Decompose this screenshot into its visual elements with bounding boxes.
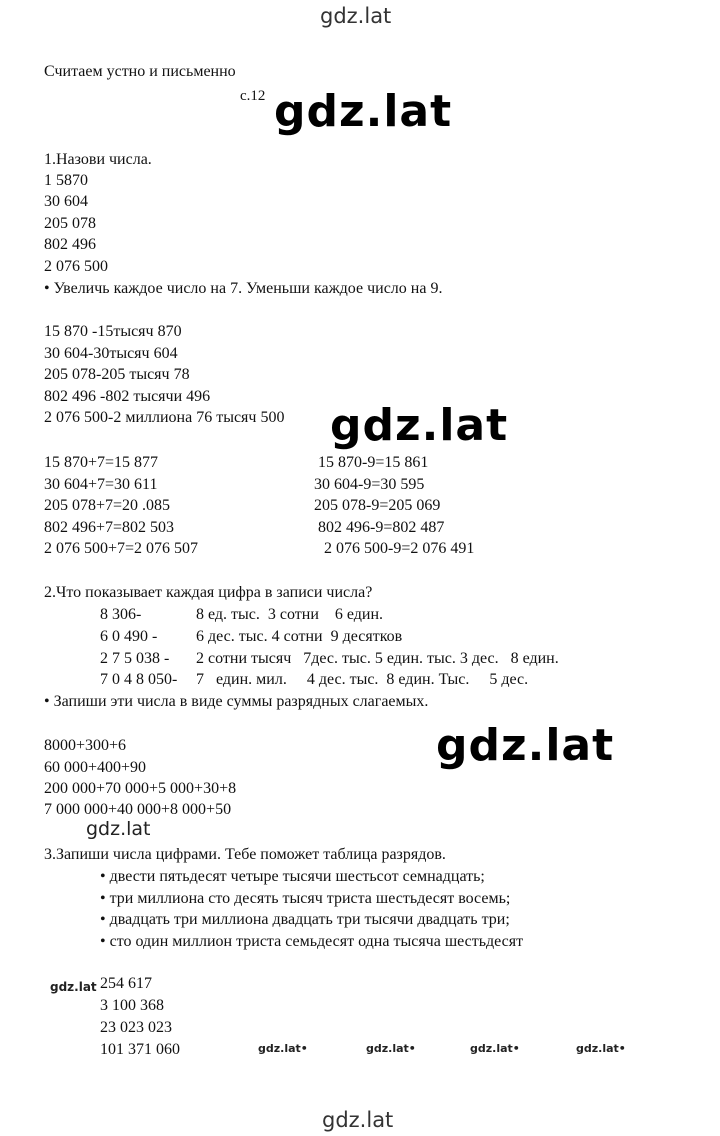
watermark-small-4: gdz.lat•	[576, 1042, 626, 1055]
task1-name: 205 078-205 тысяч 78	[44, 366, 190, 383]
task2-number: 2 7 5 038 -	[100, 650, 170, 667]
task1-number: 802 496	[44, 236, 96, 253]
watermark-small-2: gdz.lat•	[366, 1042, 416, 1055]
task3-answer: 101 371 060	[100, 1041, 180, 1058]
task2-number: 7 0 4 8 050-	[100, 671, 178, 688]
task1-name: 15 870 -15тысяч 870	[44, 323, 182, 340]
task1-number: 2 076 500	[44, 258, 108, 275]
task1-heading: 1.Назови числа.	[44, 151, 152, 168]
task2-sum: 60 000+400+90	[44, 759, 147, 776]
task1-instruction: • Увеличь каждое число на 7. Уменьши каждое число на 9.	[44, 280, 443, 297]
task2-description: 8 ед. тыс. 3 сотни 6 един.	[196, 606, 384, 623]
task2-sum: 7 000 000+40 000+8 000+50	[44, 801, 232, 818]
task1-minus: 2 076 500-9=2 076 491	[324, 540, 475, 557]
task1-minus: 802 496-9=802 487	[318, 519, 445, 536]
task3-heading: 3.Запиши числа цифрами. Тебе поможет таблица разрядов.	[44, 846, 446, 863]
task1-minus: 205 078-9=205 069	[314, 497, 441, 514]
task2-sum: 200 000+70 000+5 000+30+8	[44, 780, 237, 797]
task1-number: 1 5870	[44, 172, 88, 189]
task1-name: 30 604-30тысяч 604	[44, 345, 178, 362]
task1-name: 2 076 500-2 миллиона 76 тысяч 500	[44, 409, 285, 426]
task2-description: 7 един. мил. 4 дес. тыс. 8 един. Тыс. 5 дес.	[196, 671, 529, 688]
watermark-small-3: gdz.lat•	[470, 1042, 520, 1055]
watermark-mid: gdz.lat	[86, 818, 151, 840]
task3-answer: 254 617	[100, 975, 152, 992]
task2-sum: 8000+300+6	[44, 737, 127, 754]
task1-plus: 205 078+7=20 .085	[44, 497, 171, 514]
watermark-small-1: gdz.lat•	[258, 1042, 308, 1055]
task3-answer: 3 100 368	[100, 997, 164, 1014]
task2-instruction: • Запиши эти числа в виде суммы разрядных слагаемых.	[44, 693, 429, 710]
task1-minus: 15 870-9=15 861	[318, 454, 429, 471]
task2-number: 8 306-	[100, 606, 142, 623]
watermark-bottom: gdz.lat	[322, 1108, 394, 1132]
task3-item: • сто один миллион триста семьдесят одна тысяча шестьдесят	[100, 933, 524, 950]
task1-minus: 30 604-9=30 595	[314, 476, 425, 493]
task3-item: • двести пятьдесят четыре тысячи шестьсот семнадцать;	[100, 868, 485, 885]
task1-number: 205 078	[44, 215, 96, 232]
task2-number: 6 0 490 -	[100, 628, 158, 645]
document-title: Считаем устно и письменно	[44, 63, 236, 80]
task2-description: 2 сотни тысяч 7дес. тыс. 5 един. тыс. 3 дес. 8 един.	[196, 650, 559, 667]
watermark-left-small: gdz.lat	[50, 980, 97, 994]
page-number: с.12	[240, 88, 266, 104]
task3-item: • двадцать три миллиона двадцать три тысячи двадцать три;	[100, 911, 510, 928]
watermark-top: gdz.lat	[320, 4, 392, 28]
task1-name: 802 496 -802 тысячи 496	[44, 388, 211, 405]
watermark-large-2: gdz.lat	[330, 400, 509, 451]
task1-number: 30 604	[44, 193, 88, 210]
task3-answer: 23 023 023	[100, 1019, 172, 1036]
task1-plus: 2 076 500+7=2 076 507	[44, 540, 199, 557]
task1-plus: 15 870+7=15 877	[44, 454, 159, 471]
watermark-large-3: gdz.lat	[436, 720, 615, 771]
task3-item: • три миллиона сто десять тысяч триста шестьдесят восемь;	[100, 890, 511, 907]
watermark-large-1: gdz.lat	[274, 86, 453, 137]
task1-plus: 802 496+7=802 503	[44, 519, 175, 536]
task1-plus: 30 604+7=30 611	[44, 476, 158, 493]
task2-heading: 2.Что показывает каждая цифра в записи числа?	[44, 584, 373, 601]
task2-description: 6 дес. тыс. 4 сотни 9 десятков	[196, 628, 403, 645]
